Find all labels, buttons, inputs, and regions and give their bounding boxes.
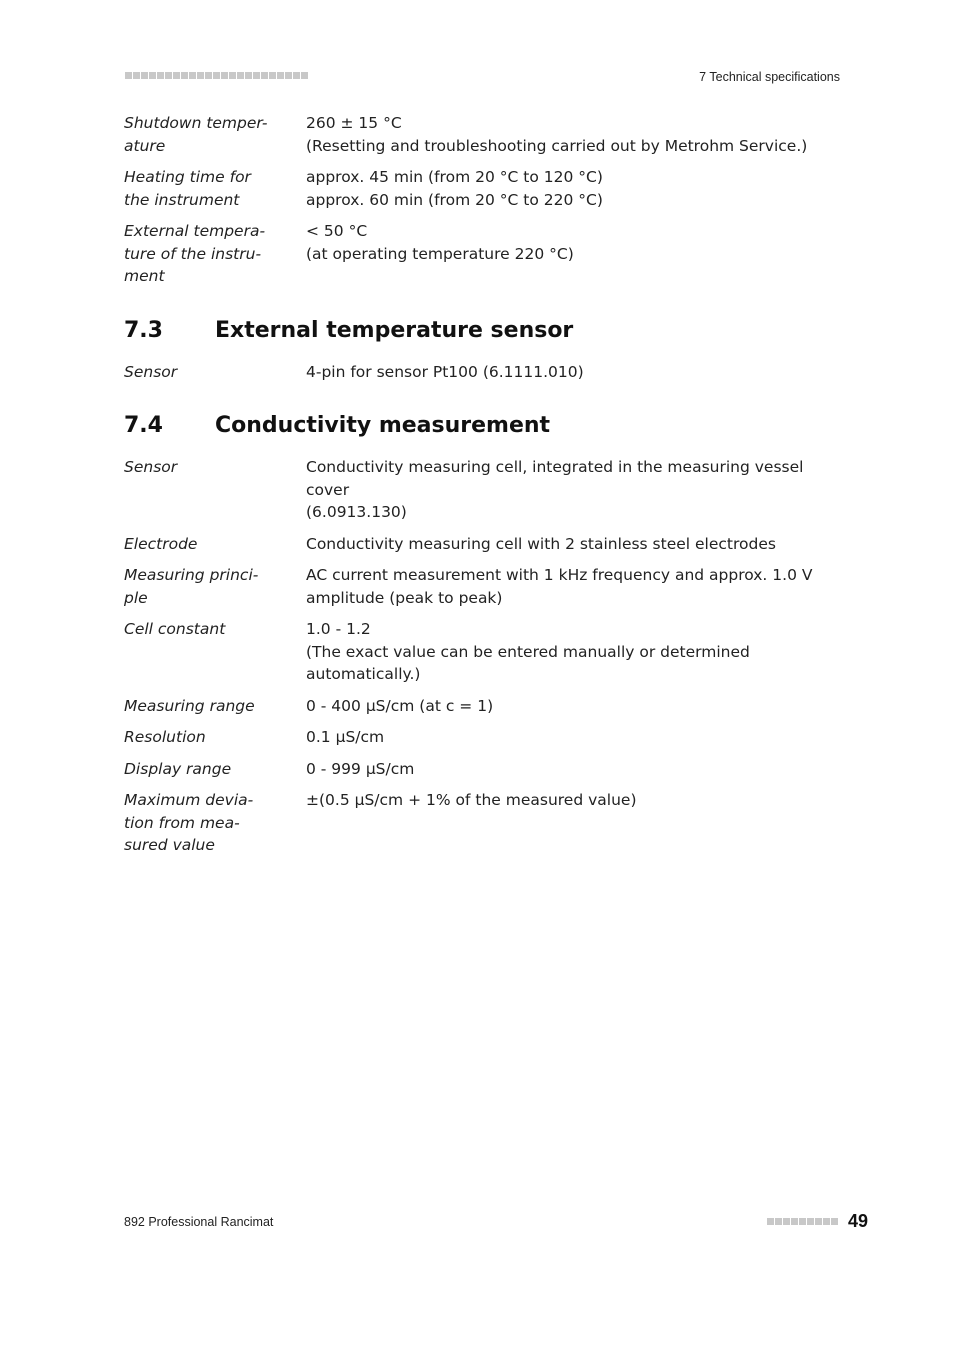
- spec-value: Conductivity measuring cell with 2 stainless steel electrodes: [306, 534, 776, 553]
- section-number: 7.3: [124, 317, 163, 343]
- decorative-square: [197, 72, 204, 79]
- spec-label: Sensor: [124, 458, 178, 476]
- spec-label: Cell constant: [124, 620, 226, 638]
- decorative-square: [157, 72, 164, 79]
- spec-label: Maximum devia- tion from mea- sured value: [124, 791, 254, 854]
- spec-row: [124, 220, 840, 288]
- decorative-square: [823, 1218, 830, 1225]
- decorative-square: [165, 72, 172, 79]
- page-number: 49: [847, 1211, 868, 1231]
- spec-row: [124, 695, 840, 718]
- decorative-square: [261, 72, 268, 79]
- spec-label: Sensor: [124, 362, 178, 381]
- spec-row: [124, 618, 840, 686]
- spec-row: [124, 789, 840, 857]
- decorative-square: [831, 1218, 838, 1225]
- spec-row: [124, 533, 840, 556]
- spec-row: [124, 456, 840, 524]
- header-decoration: [125, 72, 308, 80]
- decorative-square: [149, 72, 156, 79]
- decorative-square: [301, 72, 308, 79]
- decorative-square: [245, 72, 252, 79]
- decorative-square: [775, 1218, 782, 1225]
- spec-content: [124, 112, 840, 866]
- spec-label: Measuring range: [124, 696, 255, 715]
- decorative-square: [181, 72, 188, 79]
- decorative-square: [133, 72, 140, 79]
- spec-label: Display range: [124, 759, 232, 778]
- section-heading-7-4: [124, 413, 840, 438]
- decorative-square: [783, 1218, 790, 1225]
- decorative-square: [221, 72, 228, 79]
- decorative-square: [791, 1218, 798, 1225]
- spec-label: External tempera- ture of the instru- ment: [124, 222, 266, 285]
- decorative-square: [229, 72, 236, 79]
- decorative-square: [141, 72, 148, 79]
- decorative-square: [253, 72, 260, 79]
- decorative-square: [205, 72, 212, 79]
- spec-value: 0 - 400 µS/cm (at c = 1): [306, 696, 494, 715]
- spec-label: Heating time for the instrument: [124, 168, 251, 209]
- spec-row: [124, 758, 840, 781]
- spec-value: 1.0 - 1.2 (The exact value can be entered manually or determined automatically.): [306, 620, 750, 683]
- decorative-square: [799, 1218, 806, 1225]
- spec-value: < 50 °C (at operating temperature 220 °C): [306, 222, 574, 263]
- spec-value: 260 ± 15 °C (Resetting and troubleshooting carried out by Metrohm Service.): [306, 114, 808, 155]
- decorative-square: [269, 72, 276, 79]
- spec-value: approx. 45 min (from 20 °C to 120 °C) approx. 60 min (from 20 °C to 220 °C): [306, 168, 603, 209]
- decorative-square: [285, 72, 292, 79]
- decorative-square: [125, 72, 132, 79]
- decorative-square: [213, 72, 220, 79]
- spec-value: 0 - 999 µS/cm: [306, 759, 415, 778]
- decorative-square: [815, 1218, 822, 1225]
- footer-decoration: [767, 1218, 838, 1225]
- decorative-square: [173, 72, 180, 79]
- spec-row: [124, 564, 840, 609]
- section-title: External temperature sensor: [215, 317, 574, 343]
- decorative-square: [807, 1218, 814, 1225]
- decorative-square: [189, 72, 196, 79]
- section-number: 7.4: [124, 413, 163, 438]
- spec-row: [124, 361, 840, 384]
- spec-label: Resolution: [124, 728, 206, 746]
- spec-row: [124, 112, 840, 157]
- decorative-square: [767, 1218, 774, 1225]
- spec-label: Shutdown temper- ature: [124, 114, 268, 155]
- spec-value: ±(0.5 µS/cm + 1% of the measured value): [306, 791, 637, 809]
- chapter-title: 7 Technical specifications: [699, 70, 840, 84]
- decorative-square: [277, 72, 284, 79]
- decorative-square: [293, 72, 300, 79]
- section-title: Conductivity measurement: [215, 413, 551, 438]
- decorative-square: [237, 72, 244, 79]
- spec-value: AC current measurement with 1 kHz frequency and approx. 1.0 V amplitude (peak to peak): [306, 566, 813, 607]
- spec-label: Electrode: [124, 534, 198, 553]
- section-heading-7-3: [124, 318, 840, 343]
- spec-row: [124, 726, 840, 749]
- product-name: 892 Professional Rancimat: [124, 1215, 274, 1229]
- spec-label: Measuring princi- ple: [124, 566, 259, 607]
- spec-value: Conductivity measuring cell, integrated in the measuring vessel cover (6.0913.130): [306, 458, 804, 521]
- spec-value: 0.1 µS/cm: [306, 728, 385, 746]
- spec-row: [124, 166, 840, 211]
- spec-value: 4-pin for sensor Pt100 (6.1111.010): [306, 362, 584, 381]
